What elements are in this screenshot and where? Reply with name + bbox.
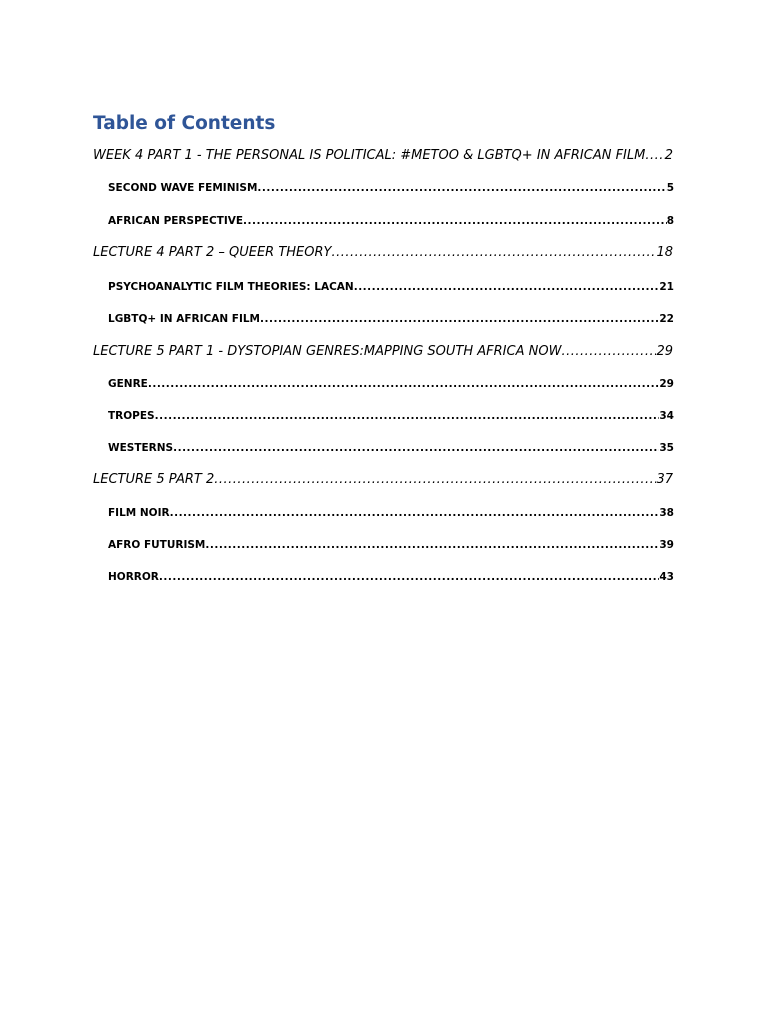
toc-entry-text: WEEK 4 PART 1 - THE PERSONAL IS POLITICAL: #METOO & LGBTQ+ IN AFRICAN FILM: [93, 148, 646, 163]
toc-entry-page-number: 39: [659, 539, 674, 551]
toc-entry-genre[interactable]: [108, 376, 674, 392]
dot-leader: [260, 311, 659, 327]
toc-entry-text: AFRICAN PERSPECTIVE: [108, 215, 244, 227]
toc-entry-page-number: 38: [659, 507, 674, 519]
toc-entry-lecture5-part2[interactable]: [93, 470, 673, 490]
dot-leader: [155, 408, 660, 424]
toc-entry-lgbtq-in-african-film[interactable]: [108, 311, 674, 327]
toc-entry-text: FILM NOIR: [108, 507, 170, 519]
dot-leader: [170, 505, 660, 521]
toc-title: Table of Contents: [93, 113, 276, 134]
toc-entry-horror[interactable]: [108, 569, 674, 585]
dot-leader: [159, 569, 659, 585]
toc-entry-page-number: 37: [656, 472, 673, 487]
dot-leader: [214, 470, 656, 490]
toc-entry-text: SECOND WAVE FEMINISM: [108, 182, 258, 194]
toc-entry-text: LECTURE 5 PART 2: [93, 472, 215, 487]
toc-entry-week4-part1[interactable]: [93, 146, 673, 166]
dot-leader: [354, 279, 660, 295]
dot-leader: [331, 243, 656, 263]
toc-entry-text: PSYCHOANALYTIC FILM THEORIES: LACAN: [108, 281, 354, 293]
toc-entry-afro-futurism[interactable]: [108, 537, 674, 553]
toc-entry-film-noir[interactable]: [108, 505, 674, 521]
toc-entry-text: TROPES: [108, 410, 155, 422]
toc-entry-lecture4-part2[interactable]: [93, 243, 673, 263]
toc-entry-lecture5-part1[interactable]: [93, 342, 673, 362]
toc-entry-page-number: 21: [659, 281, 674, 293]
toc-entry-tropes[interactable]: [108, 408, 674, 424]
toc-entry-page-number: 5: [666, 182, 674, 194]
dot-leader: [148, 376, 660, 392]
toc-entry-page-number: 18: [656, 245, 673, 260]
toc-entry-page-number: 8: [666, 215, 674, 227]
toc-entry-second-wave-feminism[interactable]: [108, 180, 674, 196]
dot-leader: [561, 342, 656, 362]
toc-entry-text: GENRE: [108, 378, 148, 390]
toc-entry-african-perspective[interactable]: [108, 213, 674, 229]
dot-leader: [173, 440, 659, 456]
dot-leader: [205, 537, 659, 553]
toc-entry-psychoanalytic-film-theories[interactable]: [108, 279, 674, 295]
dot-leader: [257, 180, 666, 196]
dot-leader: [243, 213, 667, 229]
toc-entry-page-number: 34: [659, 410, 674, 422]
toc-entry-text: HORROR: [108, 571, 159, 583]
toc-entry-page-number: 43: [659, 571, 674, 583]
toc-entry-text: AFRO FUTURISM: [108, 539, 206, 551]
toc-entry-page-number: 22: [659, 313, 674, 325]
toc-entry-text: WESTERNS: [108, 442, 174, 454]
toc-entry-page-number: 29: [659, 378, 674, 390]
toc-entry-page-number: 35: [659, 442, 674, 454]
toc-entry-text: LGBTQ+ IN AFRICAN FILM: [108, 313, 260, 325]
dot-leader: [645, 146, 664, 166]
toc-entry-text: LECTURE 5 PART 1 - DYSTOPIAN GENRES:MAPPING SOUTH AFRICA NOW: [93, 344, 562, 359]
toc-entry-page-number: 29: [656, 344, 673, 359]
toc-entry-text: LECTURE 4 PART 2 – QUEER THEORY: [93, 245, 332, 260]
toc-entry-westerns[interactable]: [108, 440, 674, 456]
toc-entry-page-number: 2: [664, 148, 673, 163]
